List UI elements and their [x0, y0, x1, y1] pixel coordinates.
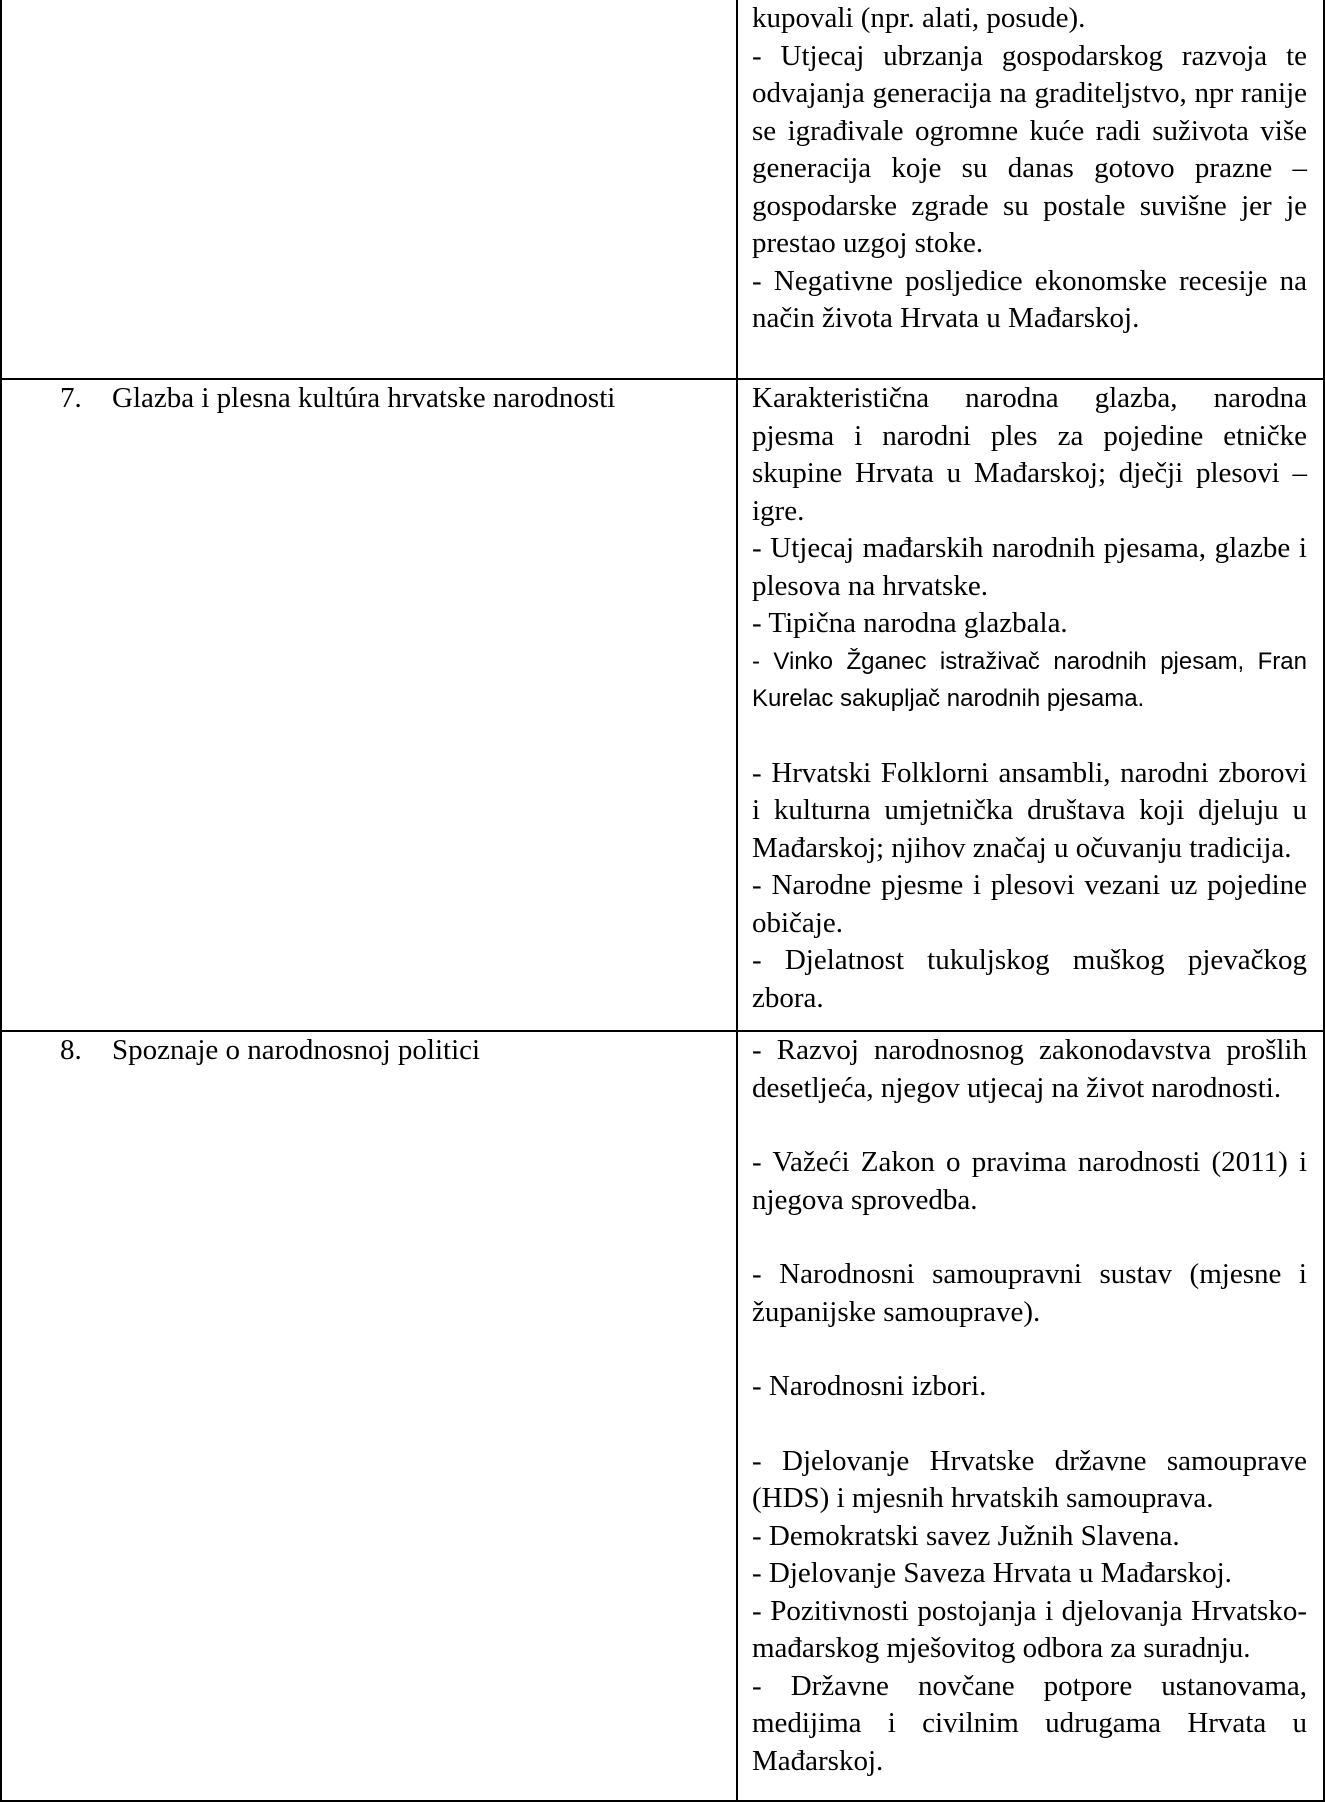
- topic-number: 7.: [60, 382, 82, 414]
- content-paragraph: - Djelovanje Hrvatske državne samouprave (HDS) i mjesnih hrvatskih samouprava.: [752, 1444, 1307, 1514]
- content-paragraph: - Djelatnost tukuljskog muškog pjevačkog zbora.: [752, 944, 1307, 1014]
- content-paragraph: - Djelovanje Saveza Hrvata u Mađarskoj.: [752, 1557, 1232, 1589]
- topic-title: Glazba i plesna kultúra hrvatske narodnosti: [112, 382, 616, 414]
- topic-title: Spoznaje o narodnosnoj politici: [112, 1034, 481, 1066]
- content-cell: [737, 1031, 1324, 1801]
- content-paragraph: - Utjecaj ubrzanja gospodarskog razvoja te odvajanja generacija na graditeljstvo, npr ranije se igrađivale ogromne kuće radi suživota više generacija koje su danas gotovo prazne – gospodarske zgrade su postale suvišne jer je prestao uzgoj stoke.: [752, 39, 1307, 259]
- content-paragraph: - Vinko Žganec istraživač narodnih pjesam, Fran Kurelac sakupljač narodnih pjesama.: [752, 647, 1307, 712]
- topic-heading: [60, 380, 722, 418]
- paragraph-gap: [752, 718, 1307, 755]
- content-paragraph: - Pozitivnosti postojanja i djelovanja Hrvatsko-mađarskog mješovitog odbora za suradnju.: [752, 1594, 1307, 1664]
- topic-heading: [60, 1032, 722, 1070]
- content-paragraph: - Državne novčane potpore ustanovama, medijima i civilnim udrugama Hrvata u Mađarskoj.: [752, 1669, 1307, 1777]
- content-paragraph: - Demokratski savez Južnih Slavena.: [752, 1519, 1180, 1552]
- content-cell: [737, 0, 1324, 379]
- content-paragraph: - Hrvatski Folklorni ansambli, narodni zborovi i kulturna umjetnička društava koji djeluju u Mađarskoj; njihov značaj u očuvanju tradicija.: [752, 756, 1307, 864]
- topic-cell: [1, 1031, 737, 1801]
- table-row: [1, 1031, 1324, 1801]
- content-paragraph: - Tipična narodna glazbala.: [752, 607, 1068, 639]
- table-row: [1, 0, 1324, 379]
- content-paragraph: kupovali (npr. alati, posude).: [752, 2, 1086, 34]
- content-paragraph: Karakteristična narodna glazba, narodna pjesma i narodni ples za pojedine etničke skupine Hrvata u Mađarskoj; dječji plesovi – igre.: [752, 382, 1307, 527]
- topic-number: 8.: [60, 1034, 82, 1066]
- content-paragraph: - Razvoj narodnosnog zakonodavstva prošlih desetljeća, njegov utjecaj na život narodnosti.: [752, 1034, 1307, 1104]
- content-paragraph: - Važeći Zakon o pravima narodnosti (2011) i njegova sprovedba.: [752, 1146, 1307, 1216]
- content-paragraph: - Narodnosni samoupravni sustav (mjesne i županijske samouprave).: [752, 1258, 1307, 1328]
- topic-cell: [1, 379, 737, 1031]
- content-paragraph: - Utjecaj mađarskih narodnih pjesama, glazbe i plesova na hrvatske.: [752, 532, 1307, 602]
- content-paragraph: - Narodnosni izbori.: [752, 1370, 987, 1402]
- table-row: [1, 379, 1324, 1031]
- content-cell: [737, 379, 1324, 1031]
- content-paragraph: - Negativne posljedice ekonomske recesije na način života Hrvata u Mađarskoj.: [752, 264, 1307, 334]
- content-paragraph: - Narodne pjesme i plesovi vezani uz pojedine običaje.: [752, 869, 1307, 939]
- topic-cell-empty: [1, 0, 737, 379]
